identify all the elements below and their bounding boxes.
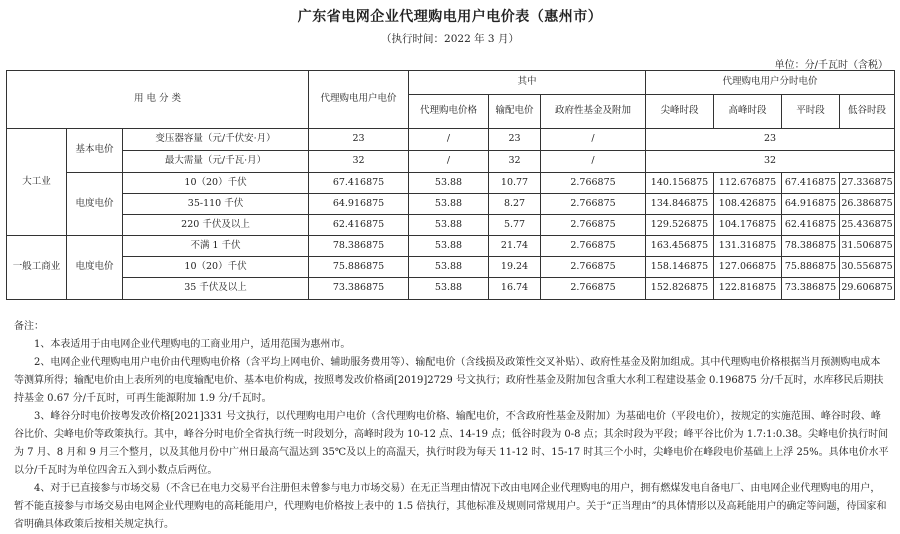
cell-purchase: 53.88 bbox=[409, 236, 489, 257]
cell-peak: 127.066875 bbox=[714, 257, 782, 278]
cell-peak: 122.816875 bbox=[714, 278, 782, 300]
cell-total: 75.886875 bbox=[309, 257, 409, 278]
cell-peak-top: 152.826875 bbox=[646, 278, 714, 300]
cell-valley: 29.606875 bbox=[840, 278, 895, 300]
cell-purchase: 53.88 bbox=[409, 215, 489, 236]
table-row bbox=[7, 257, 895, 278]
header-category: 用 电 分 类 bbox=[7, 71, 309, 129]
cell-peak-top: 134.846875 bbox=[646, 194, 714, 215]
cell-total: 23 bbox=[309, 129, 409, 151]
row-label: 最大需量（元/千瓦·月） bbox=[123, 151, 309, 173]
cell-total: 73.386875 bbox=[309, 278, 409, 300]
cell-peak: 112.676875 bbox=[714, 173, 782, 194]
cell-fund: 2.766875 bbox=[541, 257, 646, 278]
row-label: 35 千伏及以上 bbox=[123, 278, 309, 300]
cell-peak: 108.426875 bbox=[714, 194, 782, 215]
cell-fund: 2.766875 bbox=[541, 194, 646, 215]
note-3: 3、峰谷分时电价按粤发改价格[2021]331 号文执行，以代理购电用户电价（含代理购电价格、输配电价，不含政府性基金及附加）为基础电价（平段电价），按规定的实施范围、峰谷时段、峰谷比价、尖峰电价等政策执行。其中，峰谷分时电价全省执行统一时段划分，高峰时段为 10-12 点、14-19 点；低谷时段为 0-8 点；其余时段为平段；峰平谷比价为 1.7:1:0.38。尖峰电价执行时间为 7 月、8 月和 9 月三个整月，以及其他月份中广州日最高气温达到 35℃及以上的高温天，执行时段为每天 11-12 时、15-17 时其三个小时，尖峰电价在峰段电价基础上上浮 25%。具体电价水平以分/千瓦时为单位四舍五入到小数点后两位。 bbox=[14, 411, 889, 476]
cell-fund: 2.766875 bbox=[541, 236, 646, 257]
cell-fund: / bbox=[541, 129, 646, 151]
cell-flat: 67.416875 bbox=[782, 173, 840, 194]
cell-total: 67.416875 bbox=[309, 173, 409, 194]
tariff-table bbox=[6, 70, 895, 300]
header-gov-fund: 政府性基金及附加 bbox=[541, 95, 646, 129]
cell-trans: 8.27 bbox=[489, 194, 541, 215]
cell-peak-top: 163.456875 bbox=[646, 236, 714, 257]
cell-total: 64.916875 bbox=[309, 194, 409, 215]
cell-flat: 75.886875 bbox=[782, 257, 840, 278]
row-label: 10（20）千伏 bbox=[123, 257, 309, 278]
row-label: 10（20）千伏 bbox=[123, 173, 309, 194]
cell-fund: 2.766875 bbox=[541, 215, 646, 236]
header-tou: 代理购电用户分时电价 bbox=[646, 71, 895, 95]
table-row bbox=[7, 173, 895, 194]
cell-flat: 64.916875 bbox=[782, 194, 840, 215]
cell-flat: 62.416875 bbox=[782, 215, 840, 236]
cell-trans: 5.77 bbox=[489, 215, 541, 236]
group-basic-price: 基本电价 bbox=[67, 129, 123, 173]
header-transmission: 输配电价 bbox=[489, 95, 541, 129]
group-general: 一般工商业 bbox=[7, 236, 67, 300]
cell-trans: 16.74 bbox=[489, 278, 541, 300]
cell-trans: 32 bbox=[489, 151, 541, 173]
cell-purchase: 53.88 bbox=[409, 194, 489, 215]
header-peak: 高峰时段 bbox=[714, 95, 782, 129]
table-row bbox=[7, 129, 895, 151]
cell-purchase: / bbox=[409, 129, 489, 151]
notes-heading: 备注： bbox=[14, 321, 44, 332]
cell-fund: 2.766875 bbox=[541, 278, 646, 300]
group-energy-price-2: 电度电价 bbox=[67, 236, 123, 300]
cell-total: 78.386875 bbox=[309, 236, 409, 257]
cell-purchase: 53.88 bbox=[409, 278, 489, 300]
row-label: 35-110 千伏 bbox=[123, 194, 309, 215]
cell-peak-top: 140.156875 bbox=[646, 173, 714, 194]
cell-valley: 27.336875 bbox=[840, 173, 895, 194]
table-row bbox=[7, 151, 895, 173]
cell-trans: 21.74 bbox=[489, 236, 541, 257]
cell-fund: 2.766875 bbox=[541, 173, 646, 194]
note-4: 4、对于已直接参与市场交易（不含已在电力交易平台注册但未曾参与电力市场交易）在无正当理由情况下改由电网企业代理购电的用户，拥有燃煤发电自备电厂、由电网企业代理购电的用户，暂不能直接参与市场交易由电网企业代理购电的高耗能用户，代理购电价格按上表中的 1.5 倍执行，其他标准及规则同常规用户。关于“正当理由”的具体情形以及高耗能用户的确定等问题，待国家和省明确具体政策后按相关规定执行。 bbox=[14, 483, 887, 530]
group-energy-price: 电度电价 bbox=[67, 173, 123, 236]
cell-valley: 31.506875 bbox=[840, 236, 895, 257]
notes-section bbox=[14, 318, 890, 534]
cell-purchase: 53.88 bbox=[409, 173, 489, 194]
table-row bbox=[7, 215, 895, 236]
cell-purchase: / bbox=[409, 151, 489, 173]
cell-total: 62.416875 bbox=[309, 215, 409, 236]
cell-trans: 23 bbox=[489, 129, 541, 151]
header-agency-purchase: 代理购电价格 bbox=[409, 95, 489, 129]
table-row bbox=[7, 194, 895, 215]
page-title: 广东省电网企业代理购电用户电价表（惠州市） bbox=[297, 9, 603, 25]
header-flat: 平时段 bbox=[782, 95, 840, 129]
cell-fund: / bbox=[541, 151, 646, 173]
cell-total: 32 bbox=[309, 151, 409, 173]
table-row bbox=[7, 278, 895, 300]
row-label: 变压器容量（元/千伏安·月） bbox=[123, 129, 309, 151]
note-1: 1、本表适用于由电网企业代理购电的工商业用户，适用范围为惠州市。 bbox=[34, 339, 351, 350]
row-label: 不满 1 千伏 bbox=[123, 236, 309, 257]
cell-peak: 104.176875 bbox=[714, 215, 782, 236]
row-label: 220 千伏及以上 bbox=[123, 215, 309, 236]
cell-flat: 78.386875 bbox=[782, 236, 840, 257]
cell-purchase: 53.88 bbox=[409, 257, 489, 278]
cell-valley: 26.386875 bbox=[840, 194, 895, 215]
cell-peak-top: 158.146875 bbox=[646, 257, 714, 278]
cell-tou: 23 bbox=[646, 129, 895, 151]
unit-label: 单位：分/千瓦时（含税） bbox=[774, 60, 888, 71]
header-among: 其中 bbox=[409, 71, 646, 95]
note-2: 2、电网企业代理购电用户电价由代理购电价格（含平均上网电价、辅助服务费用等）、输配电价（含线损及政策性交叉补贴）、政府性基金及附加组成。其中代理购电价格根据当月预测购电成本等测算所得；输配电价由上表所列的电度输配电价、基本电价构成，按照粤发改价格函[2019]2729 号文执行；政府性基金及附加包含重大水利工程建设基金 0.196875 分/千瓦时，水库移民后期扶持基金 0.67 分/千瓦时，可再生能源附加 1.9 分/千瓦时。 bbox=[14, 357, 884, 404]
cell-trans: 10.77 bbox=[489, 173, 541, 194]
page-subtitle: （执行时间：2022 年 3 月） bbox=[381, 33, 519, 45]
cell-tou: 32 bbox=[646, 151, 895, 173]
header-valley: 低谷时段 bbox=[840, 95, 895, 129]
cell-trans: 19.24 bbox=[489, 257, 541, 278]
header-row-1 bbox=[7, 71, 895, 95]
group-large-industry: 大工业 bbox=[7, 129, 67, 236]
cell-peak-top: 129.526875 bbox=[646, 215, 714, 236]
header-agency-price: 代理购电用户电价 bbox=[309, 71, 409, 129]
cell-valley: 30.556875 bbox=[840, 257, 895, 278]
header-peak-top: 尖峰时段 bbox=[646, 95, 714, 129]
cell-valley: 25.436875 bbox=[840, 215, 895, 236]
cell-flat: 73.386875 bbox=[782, 278, 840, 300]
table-row bbox=[7, 236, 895, 257]
cell-peak: 131.316875 bbox=[714, 236, 782, 257]
